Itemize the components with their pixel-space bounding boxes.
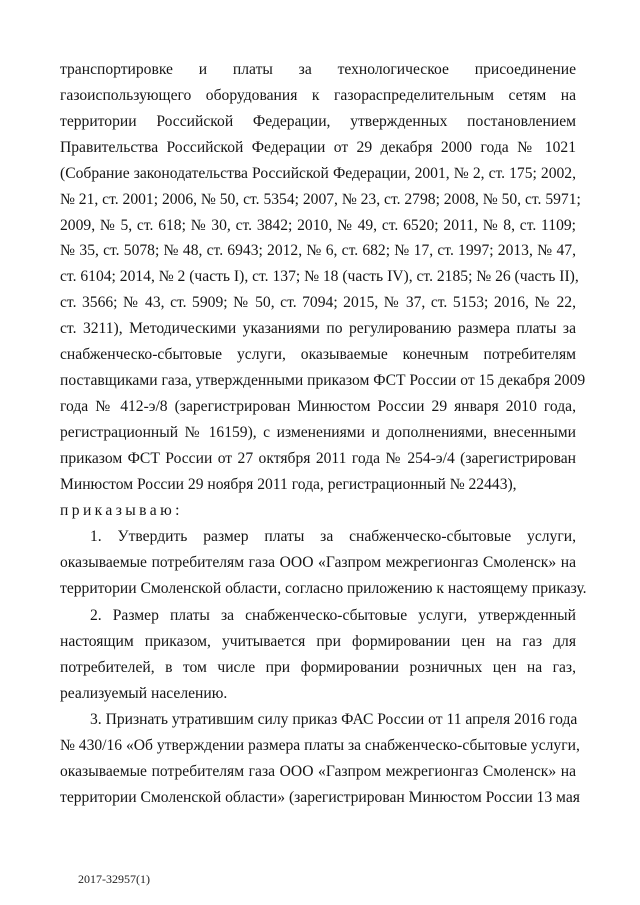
text-line: настоящим приказом, учитывается при формировании цен на газ для <box>60 633 576 650</box>
order-verb: приказываю: <box>60 502 183 519</box>
item-1-line: 1. Утвердить размер платы за снабженческо-сбытовые услуги, <box>90 528 576 545</box>
text-line: 2009, № 5, ст. 618; № 30, ст. 3842; 2010, № 49, ст. 6520; 2011, № 8, ст. 1109; <box>60 217 576 234</box>
text-line: Правительства Российской Федерации от 29 декабря 2000 года № 1021 <box>60 139 576 156</box>
text-line: поставщиками газа, утвержденными приказом ФСТ России от 15 декабря 2009 <box>60 372 586 389</box>
text-line: оказываемые потребителям газа ООО «Газпром межрегионгаз Смоленск» на <box>60 554 576 571</box>
footer-document-code: 2017-32957(1) <box>78 872 150 886</box>
text-line: регистрационный № 16159), с изменениями и дополнениями, внесенными <box>60 424 576 441</box>
text-line: № 21, ст. 2001; 2006, № 50, ст. 5354; 2007, № 23, ст. 2798; 2008, № 50, ст. 5971; <box>60 191 581 208</box>
text-line: газоиспользующего оборудования к газораспределительным сетям на <box>60 87 576 104</box>
text-line: ст. 6104; 2014, № 2 (часть I), ст. 137; № 18 (часть IV), ст. 2185; № 26 (часть II), <box>60 268 579 285</box>
text-line: № 35, ст. 5078; № 48, ст. 6943; 2012, № 6, ст. 682; № 17, ст. 1997; 2013, № 47, <box>60 242 576 259</box>
text-line: (Собрание законодательства Российской Федерации, 2001, № 2, ст. 175; 2002, <box>60 165 576 182</box>
text-line: реализуемый населению. <box>60 685 228 702</box>
text-line: территории Смоленской области, согласно приложению к настоящему приказу. <box>60 580 587 597</box>
item-3-line: 3. Признать утратившим силу приказ ФАС России от 11 апреля 2016 года <box>90 711 578 728</box>
item-2-line: 2. Размер платы за снабженческо-сбытовые услуги, утвержденный <box>90 607 576 624</box>
text-line: территории Российской Федерации, утвержденных постановлением <box>60 113 576 130</box>
text-line: оказываемые потребителям газа ООО «Газпром межрегионгаз Смоленск» на <box>60 763 576 780</box>
text-line: территории Смоленской области» (зарегистрирован Минюстом России 13 мая <box>60 789 580 806</box>
text-line: года № 412-э/8 (зарегистрирован Минюстом России 29 января 2010 года, <box>60 398 576 415</box>
text-line: ст. 3211), Методическими указаниями по регулированию размера платы за <box>60 320 576 337</box>
text-line: транспортировке и платы за технологическое присоединение <box>60 61 576 78</box>
text-line: ст. 3566; № 43, ст. 5909; № 50, ст. 7094; 2015, № 37, ст. 5153; 2016, № 22, <box>60 294 576 311</box>
text-line: приказом ФСТ России от 27 октября 2011 года № 254-э/4 (зарегистрирован <box>60 450 576 467</box>
text-line: № 430/16 «Об утверждении размера платы за снабженческо-сбытовые услуги, <box>60 737 580 754</box>
text-line: потребителей, в том числе при формировании розничных цен на газ, <box>60 659 576 676</box>
text-line: снабженческо-сбытовые услуги, оказываемые конечным потребителям <box>60 346 576 363</box>
text-line: Минюстом России 29 ноября 2011 года, регистрационный № 22443), <box>60 476 517 493</box>
